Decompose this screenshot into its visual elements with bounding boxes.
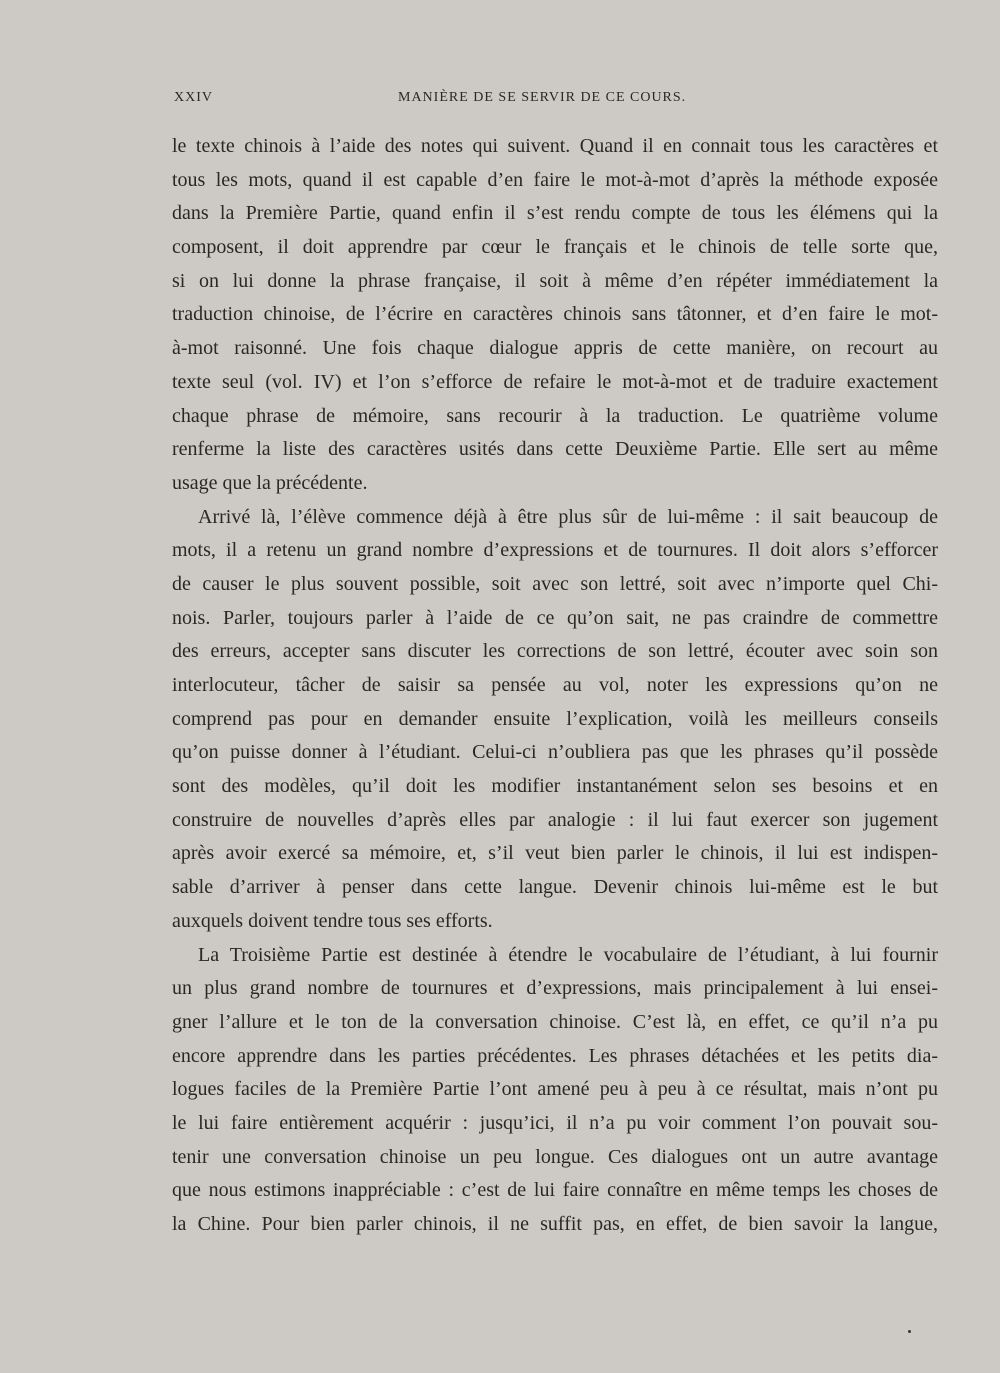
text-line: chaque phrase de mémoire, sans recourir à la traduction. Le quatrième volume (172, 404, 938, 427)
text-line: sable d’arriver à penser dans cette langue. Devenir chinois lui-même est le but (172, 876, 938, 899)
page-number: XXIV (174, 90, 213, 105)
text-line: qu’on puisse donner à l’étudiant. Celui-ci n’oubliera pas que les phrases qu’il possède (172, 741, 938, 764)
text-line: nois. Parler, toujours parler à l’aide de ce qu’on sait, ne pas craindre de commettre (172, 606, 938, 629)
text-line: gner l’allure et le ton de la conversation chinoise. C’est là, en effet, ce qu’il n’a pu (172, 1010, 938, 1033)
body-text (172, 130, 938, 1242)
text-line: mots, il a retenu un grand nombre d’expressions et de tournures. Il doit alors s’efforcer (172, 539, 938, 562)
text-line: logues faciles de la Première Partie l’ont amené peu à peu à ce résultat, mais n’ont pu (172, 1078, 938, 1101)
text-line: tenir une conversation chinoise un peu longue. Ces dialogues ont un autre avantage (172, 1145, 938, 1168)
text-line: après avoir exercé sa mémoire, et, s’il veut bien parler le chinois, il lui est indispen- (172, 842, 938, 865)
text-line: construire de nouvelles d’après elles par analogie : il lui faut exercer son jugement (172, 808, 938, 831)
text-line: le texte chinois à l’aide des notes qui suivent. Quand il en connait tous les caractères et (172, 135, 938, 157)
text-line: que nous estimons inappréciable : c’est de lui faire connaître en même temps les choses de (172, 1179, 938, 1202)
text-line: le lui faire entièrement acquérir : jusqu’ici, il n’a pu voir comment l’on pouvait sou- (172, 1111, 938, 1134)
text-line: de causer le plus souvent possible, soit avec son lettré, soit avec n’importe quel Chi- (172, 572, 938, 595)
text-line: composent, il doit apprendre par cœur le français et le chinois de telle sorte que, (172, 236, 938, 259)
text-line: Arrivé là, l’élève commence déjà à être plus sûr de lui-même : il sait beaucoup de (198, 505, 938, 528)
text-line: à-mot raisonné. Une fois chaque dialogue appris de cette manière, on recourt au (172, 337, 938, 360)
text-line: sont des modèles, qu’il doit les modifier instantanément selon ses besoins et en (172, 775, 938, 798)
text-line: usage que la précédente. (172, 471, 368, 494)
text-line: auxquels doivent tendre tous ses efforts. (172, 909, 493, 932)
text-line: des erreurs, accepter sans discuter les corrections de son lettré, écouter avec soin son (172, 640, 938, 663)
running-head: MANIÈRE DE SE SERVIR DE CE COURS. (398, 90, 687, 105)
paper-speck (908, 1330, 911, 1333)
page-header (174, 90, 696, 112)
text-line: texte seul (vol. IV) et l’on s’efforce de refaire le mot-à-mot et de traduire exactement (172, 370, 938, 393)
text-line: dans la Première Partie, quand enfin il s’est rendu compte de tous les élémens qui la (172, 202, 938, 225)
text-line: interlocuteur, tâcher de saisir sa pensée au vol, noter les expressions qu’on ne (172, 674, 938, 696)
text-line: comprend pas pour en demander ensuite l’explication, voilà les meilleurs conseils (172, 707, 938, 730)
text-line: la Chine. Pour bien parler chinois, il ne suffit pas, en effet, de bien savoir la langue, (172, 1213, 938, 1235)
text-line: si on lui donne la phrase française, il soit à même d’en répéter immédiatement la (172, 269, 938, 292)
text-line: encore apprendre dans les parties précédentes. Les phrases détachées et les petits dia- (172, 1044, 938, 1067)
text-line: traduction chinoise, de l’écrire en caractères chinois sans tâtonner, et d’en faire le mot- (172, 303, 938, 326)
text-line: La Troisième Partie est destinée à étendre le vocabulaire de l’étudiant, à lui fournir (198, 943, 938, 966)
text-line: un plus grand nombre de tournures et d’expressions, mais principalement à lui ensei- (172, 977, 938, 1000)
text-line: tous les mots, quand il est capable d’en faire le mot-à-mot d’après la méthode exposée (172, 168, 938, 191)
text-line: renferme la liste des caractères usités dans cette Deuxième Partie. Elle sert au même (172, 438, 938, 461)
